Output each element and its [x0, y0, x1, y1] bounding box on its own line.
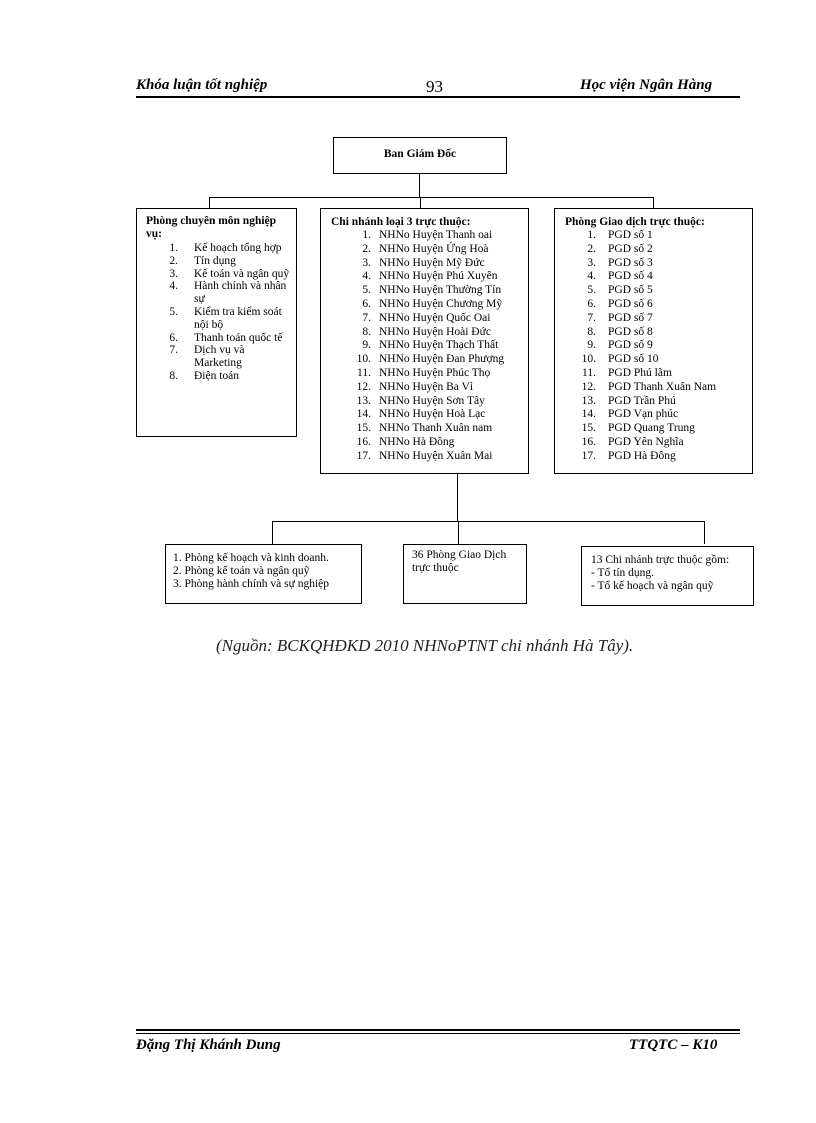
list-item [565, 326, 748, 340]
list-item-text: NHNo Huyện Quốc Oai [379, 311, 491, 324]
list-item-text: Kiểm tra kiểm soát nội bộ [194, 305, 282, 331]
list-item-text: NHNo Huyện Ba Vì [379, 380, 474, 393]
list-item-text: Tín dụng [194, 254, 236, 267]
right-box-title: Phòng Giao dịch trực thuộc: [565, 216, 705, 228]
list-item-text: NHNo Hà Đông [379, 435, 455, 448]
list-item-number: 11. [357, 366, 371, 379]
list-item [331, 257, 524, 271]
list-item [146, 332, 292, 345]
list-item-text: NHNo Huyện Sơn Tây [379, 394, 485, 407]
list-item-number: 13. [356, 394, 371, 407]
connector [457, 474, 458, 521]
list-item [331, 270, 524, 284]
list-item-text: NHNo Huyện Thường Tín [379, 284, 502, 297]
list-item-text: PGD số 7 [608, 311, 653, 324]
bottom-right-line: - Tổ kế hoạch và ngân quỹ [591, 580, 714, 593]
connector [272, 521, 273, 544]
bottom-middle-line: 36 Phòng Giao Dịch [412, 549, 507, 561]
left-box [136, 208, 297, 437]
connector [419, 174, 420, 197]
source-note: (Nguồn: BCKQHĐKD 2010 NHNoPTNT chi nhánh Hà Tây). [216, 636, 634, 655]
right-box-list [565, 229, 748, 464]
list-item-text: PGD số 6 [608, 297, 653, 310]
list-item-number: 9. [587, 339, 596, 352]
bottom-right-line: - Tổ tín dụng. [591, 567, 655, 580]
list-item-text: PGD số 10 [608, 353, 659, 366]
list-item [565, 339, 748, 353]
list-item [331, 339, 524, 353]
top-box-title: Ban Giám Đốc [383, 148, 457, 160]
list-item-number: 5. [587, 284, 596, 297]
list-item-number: 6. [362, 297, 371, 310]
list-item [565, 422, 748, 436]
list-item-text: NHNo Huyện Phú Xuyên [379, 270, 498, 283]
list-item-number: 4. [362, 270, 371, 283]
list-item-text: PGD Trần Phú [608, 394, 676, 407]
list-item-number: 12. [356, 380, 371, 393]
list-item [565, 298, 748, 312]
middle-box [320, 208, 529, 474]
list-item-text: PGD Yên Nghĩa [608, 435, 684, 448]
list-item-text: PGD số 8 [608, 325, 653, 338]
list-item-text: Điện toán [194, 369, 240, 382]
list-item-text: NHNo Huyện Ứng Hoà [379, 242, 489, 255]
list-item-number: 14. [581, 408, 596, 421]
left-box-title: Phòng chuyên môn nghiệp [146, 215, 277, 227]
list-item-number: 3. [587, 256, 596, 269]
top-box [333, 137, 507, 174]
list-item-number: 7. [169, 344, 178, 357]
list-item-text: NHNo Huyện Thạch Thất [379, 339, 499, 352]
list-item [331, 381, 524, 395]
list-item [565, 243, 748, 257]
list-item-text: NHNo Huyện Chương Mỹ [379, 297, 503, 310]
list-item [565, 381, 748, 395]
footer-left: Đặng Thị Khánh Dung [136, 1037, 281, 1053]
list-item [146, 255, 292, 268]
list-item-text: Hành chính và nhân sự [194, 280, 287, 306]
list-item-text: NHNo Huyện Thanh oai [379, 229, 493, 241]
list-item [565, 284, 748, 298]
list-item-number: 5. [169, 305, 178, 318]
list-item [565, 367, 748, 381]
header-left: Khóa luận tốt nghiệp [136, 77, 268, 93]
header-rule-thick [136, 96, 740, 98]
footer-rule-thin [136, 1033, 740, 1034]
bottom-right-box [581, 546, 754, 606]
list-item-text: PGD Quang Trung [608, 422, 695, 435]
list-item-number: 1. [587, 229, 596, 241]
list-item-number: 7. [587, 311, 596, 324]
bottom-right-line: 13 Chi nhánh trực thuộc gồm: [591, 554, 730, 566]
middle-box-title: Chi nhánh loại 3 trực thuộc: [331, 216, 471, 228]
list-item [331, 312, 524, 326]
list-item-text: PGD Hà Đông [608, 449, 676, 462]
list-item-number: 5. [362, 284, 371, 297]
list-item [146, 344, 292, 370]
list-item-number: 9. [362, 339, 371, 352]
list-item-number: 4. [587, 270, 596, 283]
list-item-text: NHNo Huyện Mỹ Đức [379, 256, 485, 269]
list-item [565, 436, 748, 450]
bottom-left-box [165, 544, 362, 604]
list-item-number: 15. [356, 422, 371, 435]
list-item [331, 243, 524, 257]
list-item [565, 353, 748, 367]
list-item [565, 395, 748, 409]
list-item [146, 280, 292, 306]
bottom-middle-box [403, 544, 527, 604]
header-right: Học viện Ngân Hàng [580, 77, 713, 93]
list-item-number: 16. [356, 435, 371, 448]
list-item [331, 450, 524, 464]
list-item [565, 229, 748, 243]
list-item-number: 10. [356, 353, 371, 366]
list-item-number: 1. [169, 242, 178, 254]
list-item-number: 3. [169, 267, 178, 280]
list-item [331, 284, 524, 298]
list-item-text: NHNo Huyện Hoà Lạc [379, 408, 486, 421]
connector [704, 521, 705, 544]
list-item-text: PGD số 5 [608, 284, 653, 297]
connector [209, 197, 654, 198]
list-item [331, 408, 524, 422]
list-item-number: 2. [169, 254, 178, 267]
bottom-left-line: 3. Phòng hành chính và sự nghiệp [173, 578, 330, 591]
list-item-number: 7. [362, 311, 371, 324]
connector [458, 521, 459, 544]
list-item-number: 2. [587, 242, 596, 255]
middle-box-list [331, 229, 524, 464]
list-item [146, 306, 292, 332]
list-item [331, 395, 524, 409]
list-item-number: 2. [362, 242, 371, 255]
list-item-number: 11. [582, 366, 596, 379]
list-item-number: 8. [362, 325, 371, 338]
footer-rule-thick [136, 1029, 740, 1031]
right-box [554, 208, 753, 474]
list-item-number: 16. [581, 435, 596, 448]
list-item-number: 13. [581, 394, 596, 407]
list-item-text: PGD số 9 [608, 339, 653, 352]
list-item-number: 1. [362, 229, 371, 241]
list-item-number: 3. [362, 256, 371, 269]
list-item-text: NHNo Huyện Đan Phượng [379, 353, 505, 366]
list-item [331, 367, 524, 381]
list-item [331, 229, 524, 243]
list-item [565, 450, 748, 464]
list-item [565, 257, 748, 271]
left-box-title: vụ: [146, 228, 162, 240]
list-item [146, 268, 292, 281]
list-item [146, 370, 292, 383]
list-item-number: 17. [581, 449, 596, 462]
list-item [331, 436, 524, 450]
bottom-middle-line: trực thuộc [412, 562, 459, 575]
list-item-text: Kế hoạch tổng hợp [194, 242, 282, 254]
list-item [331, 422, 524, 436]
list-item-text: PGD Thanh Xuân Nam [608, 380, 717, 393]
list-item-number: 12. [581, 380, 596, 393]
list-item-number: 15. [581, 422, 596, 435]
list-item-text: Dịch vụ và Marketing [194, 344, 245, 370]
list-item-text: PGD Vạn phúc [608, 408, 679, 421]
page-number: 93 [426, 77, 443, 96]
list-item [565, 270, 748, 284]
list-item [331, 298, 524, 312]
list-item-number: 17. [356, 449, 371, 462]
list-item-text: PGD số 1 [608, 229, 653, 241]
list-item [331, 353, 524, 367]
connector [272, 521, 705, 522]
list-item-text: NHNo Thanh Xuân nam [379, 422, 493, 435]
list-item-text: Thanh toán quốc tế [194, 331, 283, 344]
list-item-text: NHNo Huyện Phúc Thọ [379, 366, 491, 379]
bottom-left-line: 1. Phòng kế hoạch và kinh doanh. [173, 552, 329, 564]
list-item-text: NHNo Huyện Xuân Mai [379, 449, 493, 462]
list-item-text: Kế toán và ngân quỹ [194, 267, 290, 280]
list-item-text: PGD số 2 [608, 242, 653, 255]
list-item [565, 312, 748, 326]
list-item-number: 8. [587, 325, 596, 338]
list-item-number: 6. [587, 297, 596, 310]
list-item [146, 242, 292, 255]
bottom-left-line: 2. Phòng kế toán và ngân quỹ [173, 565, 310, 578]
list-item-text: NHNo Huyện Hoài Đức [379, 325, 491, 338]
list-item [565, 408, 748, 422]
list-item [331, 326, 524, 340]
list-item-text: PGD Phú lãm [608, 366, 672, 379]
list-item-number: 14. [356, 408, 371, 421]
list-item-number: 10. [581, 353, 596, 366]
list-item-text: PGD số 3 [608, 256, 653, 269]
list-item-number: 4. [169, 280, 178, 293]
list-item-number: 8. [169, 369, 178, 382]
list-item-number: 6. [169, 331, 178, 344]
list-item-text: PGD số 4 [608, 270, 653, 283]
left-box-list [146, 242, 292, 383]
footer-right: TTQTC – K10 [629, 1037, 718, 1053]
